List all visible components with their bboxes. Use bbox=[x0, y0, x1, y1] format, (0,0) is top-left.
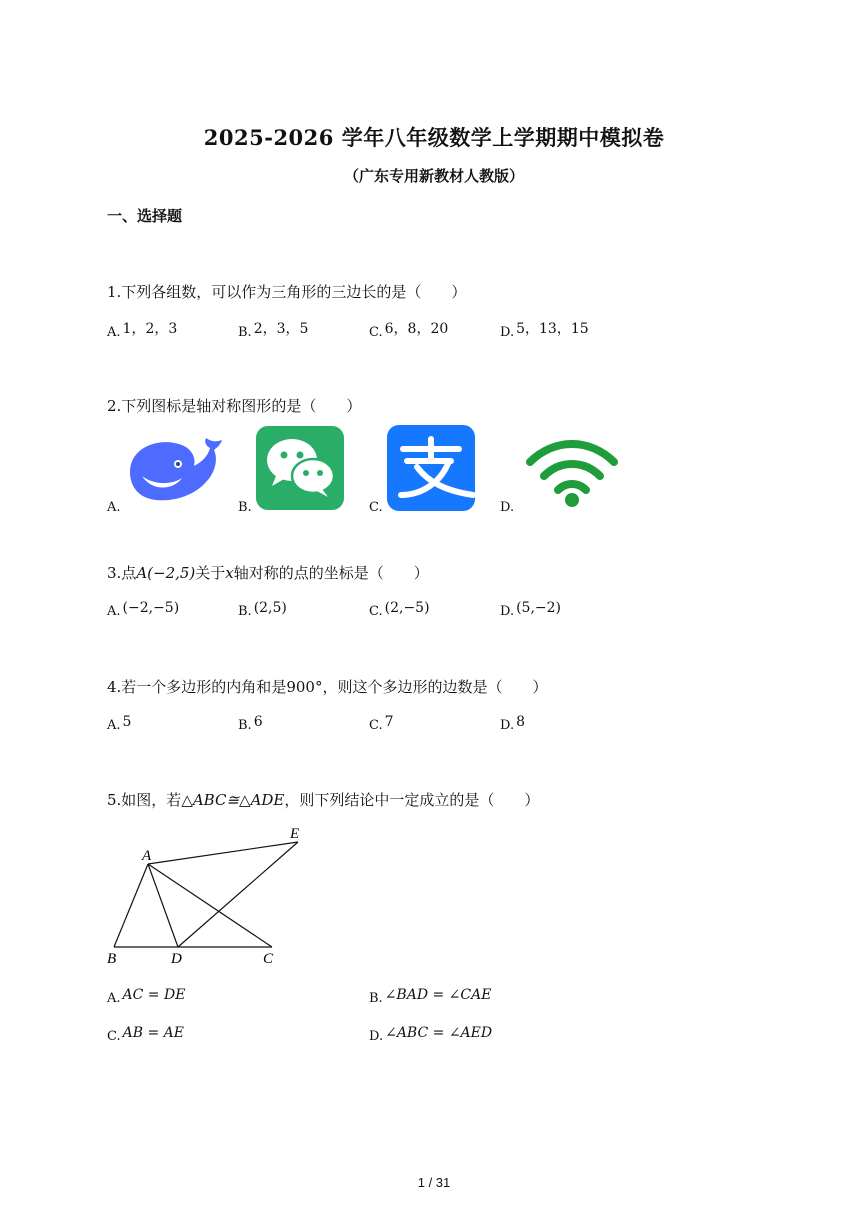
point-c-label: C bbox=[263, 951, 274, 967]
q1-option-a: A. 1，2，3 bbox=[107, 321, 178, 340]
q5-option-d: D. ∠ABC = ∠AED bbox=[369, 1025, 493, 1044]
point-e-label: E bbox=[290, 826, 300, 842]
q1-option-d: D. 5，13，15 bbox=[500, 321, 589, 340]
point-a-label: A bbox=[142, 848, 152, 864]
q4-option-d: D. 8 bbox=[500, 714, 526, 733]
segment-ac bbox=[148, 864, 272, 947]
q4-option-b: B. 6 bbox=[238, 714, 263, 733]
q3-option-d: D. (5,−2) bbox=[500, 600, 562, 619]
page-title: 2025-2026 学年八年级数学上学期期中模拟卷 bbox=[203, 125, 665, 150]
q1-option-b: B. 2，3，5 bbox=[238, 321, 309, 340]
section-heading: 一、选择题 bbox=[107, 207, 183, 225]
q2-option-b-label: B. bbox=[238, 500, 252, 515]
alipay-logo-icon bbox=[387, 425, 475, 511]
point-b-label: B bbox=[107, 951, 117, 967]
q2-option-c-label: C. bbox=[369, 500, 383, 515]
q3-option-b: B. (2,5) bbox=[238, 600, 287, 619]
whale-logo-icon bbox=[122, 432, 226, 506]
page-subtitle: （广东专用新教材人教版） bbox=[343, 167, 524, 185]
q5-option-c: C. AB = AE bbox=[107, 1025, 184, 1044]
q5-option-a: A. AC = DE bbox=[107, 987, 186, 1006]
segment-de bbox=[178, 842, 298, 947]
q4-option-c: C. 7 bbox=[369, 714, 394, 733]
q4-option-a: A. 5 bbox=[107, 714, 132, 733]
q5-option-b: B. ∠BAD = ∠CAE bbox=[369, 987, 492, 1006]
q2-option-d-label: D. bbox=[500, 500, 515, 515]
wechat-logo-icon bbox=[256, 426, 344, 510]
triangle-figure bbox=[104, 822, 314, 970]
point-d-label: D bbox=[171, 951, 182, 967]
question-2-stem: 2.下列图标是轴对称图形的是（ ） bbox=[107, 397, 362, 415]
q1-option-c: C. 6，8，20 bbox=[369, 321, 449, 340]
q3-option-c: C. (2,−5) bbox=[369, 600, 430, 619]
segment-ad bbox=[148, 864, 178, 947]
wifi-icon bbox=[524, 438, 620, 510]
question-1-stem: 1.下列各组数，可以作为三角形的三边长的是（ ） bbox=[107, 283, 467, 301]
segment-ab bbox=[114, 864, 148, 947]
segment-ae bbox=[148, 842, 298, 864]
question-3-stem: 3.点A(−2,5)关于x轴对称的点的坐标是（ ） bbox=[107, 564, 429, 582]
question-5-stem: 5.如图，若△ABC≅△ADE，则下列结论中一定成立的是（ ） bbox=[107, 791, 540, 809]
q3-option-a: A. (−2,−5) bbox=[107, 600, 180, 619]
page-number: 1 / 31 bbox=[417, 1175, 451, 1190]
question-4-stem: 4.若一个多边形的内角和是900°，则这个多边形的边数是（ ） bbox=[107, 678, 548, 696]
q2-option-a-label: A. bbox=[107, 500, 121, 515]
